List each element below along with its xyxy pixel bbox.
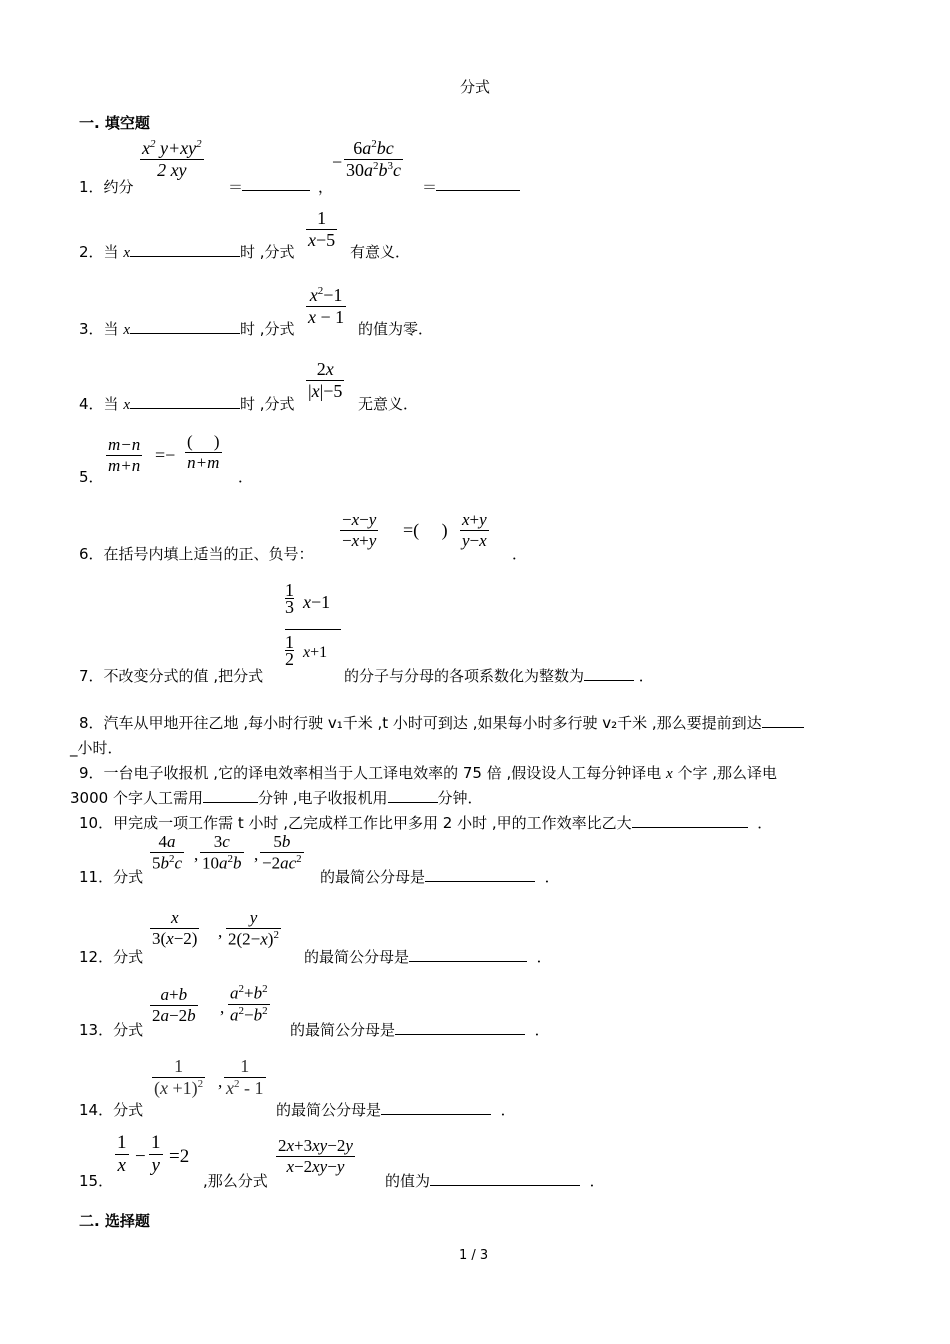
answer-blank-q9-a[interactable] bbox=[203, 788, 258, 803]
question-8 bbox=[79, 712, 804, 733]
question-text: ,那么分式 bbox=[203, 1172, 268, 1190]
period: ． bbox=[534, 1021, 550, 1039]
question-13 bbox=[79, 1019, 143, 1040]
answer-blank-q8[interactable] bbox=[762, 713, 804, 728]
period: ． bbox=[544, 868, 560, 886]
period: ． bbox=[589, 1172, 605, 1190]
answer-blank-q1-a[interactable] bbox=[242, 176, 310, 191]
answer-blank-q12[interactable] bbox=[409, 947, 527, 962]
variable: x bbox=[123, 397, 130, 413]
fraction-q14-a: $\frac{1}{(x +1)^2}$ bbox=[154, 1056, 204, 1098]
question-number: 12． bbox=[79, 948, 114, 966]
equals-minus: =− bbox=[155, 445, 176, 465]
question-9 bbox=[79, 762, 777, 783]
question-text: 的最简公分母是 bbox=[290, 1021, 396, 1039]
question-text: 的最简公分母是 bbox=[276, 1101, 382, 1119]
question-number: 11． bbox=[79, 868, 114, 886]
fraction-q15-target: $\frac{2x+3xy-2y}{x-2xy-y}$ bbox=[278, 1136, 353, 1176]
question-8-continuation: _小时． bbox=[70, 739, 123, 757]
section-heading-fill-blank: 一. 填空题 bbox=[79, 114, 150, 132]
answer-blank-q7[interactable] bbox=[584, 666, 634, 681]
equals-sign: ＝ bbox=[422, 178, 438, 196]
answer-blank-q15[interactable] bbox=[430, 1171, 580, 1186]
fraction-q6-left: $\frac{-x-y}{-x+y}$ bbox=[342, 510, 377, 550]
equals-two: =2 bbox=[169, 1146, 190, 1167]
fraction-q1-b: $\frac{6a^2bc}{30a^2b^3c}$ bbox=[346, 138, 401, 180]
question-number-5: 5． bbox=[79, 468, 104, 486]
question-text: 当 bbox=[103, 243, 124, 261]
question-number: 2． bbox=[79, 243, 104, 261]
period: ． bbox=[536, 948, 552, 966]
fraction-q13-b: $\frac{a^2+b^2}{a^2-b^2}$ bbox=[230, 983, 268, 1025]
question-text: 分钟 ,电子收报机用 bbox=[257, 789, 388, 807]
answer-blank-q4[interactable] bbox=[130, 394, 240, 409]
question-text: 时 ,分式 bbox=[240, 320, 295, 338]
fraction-q2: $\frac{1}{x-5}$ bbox=[308, 208, 336, 250]
question-text: 3000 个字人工需用 bbox=[70, 789, 203, 807]
question-number: 6． bbox=[79, 545, 104, 563]
question-text: 无意义． bbox=[358, 395, 419, 413]
comma: , bbox=[194, 845, 199, 864]
fraction-q6-right: $\frac{x+y}{y-x}$ bbox=[462, 510, 487, 550]
question-14 bbox=[79, 1099, 143, 1120]
question-text: 个字 ,那么译电 bbox=[672, 764, 777, 782]
variable: x bbox=[666, 766, 673, 782]
answer-blank-q9-b[interactable] bbox=[388, 788, 438, 803]
answer-blank-q13[interactable] bbox=[395, 1020, 525, 1035]
answer-blank-q1-b[interactable] bbox=[436, 176, 520, 191]
question-text: 时 ,分式 bbox=[240, 395, 295, 413]
question-number: 3． bbox=[79, 320, 104, 338]
question-text: 不改变分式的值 ,把分式 bbox=[103, 667, 264, 685]
question-number: 7． bbox=[79, 667, 104, 685]
question-9-continuation bbox=[70, 787, 483, 808]
question-14-continuation bbox=[276, 1099, 516, 1120]
variable: x bbox=[123, 245, 130, 261]
equals-paren: =( ) bbox=[403, 520, 448, 540]
question-text: 8．汽车从甲地开往乙地 ,每小时行驶 v₁千米 ,t 小时可到达 ,如果每小时多行驶 v₂千米 ,那么要提前到达 bbox=[79, 714, 762, 732]
question-2 bbox=[79, 241, 295, 262]
question-text: 当 bbox=[103, 395, 124, 413]
fraction-q5-right: ( ) n+m bbox=[187, 432, 220, 472]
answer-blank-q14[interactable] bbox=[381, 1100, 491, 1115]
period: ． bbox=[238, 468, 254, 486]
answer-blank-q3[interactable] bbox=[130, 319, 240, 334]
question-text: 的最简公分母是 bbox=[304, 948, 410, 966]
comma: , bbox=[218, 1072, 223, 1091]
fraction-q5-left: $\frac{m-n}{m+n}$ bbox=[108, 435, 141, 475]
question-11 bbox=[79, 866, 143, 887]
fraction-q12-b: $\frac{y}{2(2-x)^2}$ bbox=[228, 908, 279, 949]
fraction-q14-b: $\frac{1}{x^2 - 1}$ bbox=[226, 1056, 264, 1098]
question-text: 的值为零． bbox=[358, 320, 434, 338]
comma: , bbox=[254, 845, 259, 864]
question-number: 4． bbox=[79, 395, 104, 413]
question-text: 分式 bbox=[113, 948, 144, 966]
question-text: 分钟． bbox=[437, 789, 483, 807]
question-number: 1． bbox=[79, 178, 104, 196]
question-7-continuation bbox=[344, 665, 654, 686]
question-15-continuation bbox=[385, 1170, 605, 1191]
question-3 bbox=[79, 318, 295, 339]
question-12 bbox=[79, 946, 143, 967]
fraction-q15-1x: $\frac{1}{x}$ bbox=[117, 1132, 127, 1176]
question-text: 分式 bbox=[113, 1101, 144, 1119]
fraction-q1-a: $\frac{x^2 y+xy^2}{2 xy}$ bbox=[142, 138, 202, 180]
question-11-continuation bbox=[320, 866, 560, 887]
answer-blank-q11[interactable] bbox=[425, 867, 535, 882]
fraction-q11-c: $\frac{5b}{-2ac^2}$ bbox=[262, 832, 302, 873]
answer-blank-q2[interactable] bbox=[130, 242, 240, 257]
fraction-q11-a: $\frac{4a}{5b^2c}$ bbox=[152, 832, 183, 873]
question-text: 有意义． bbox=[350, 243, 411, 261]
question-text: 10．甲完成一项工作需 t 小时 ,乙完成样工作比甲多用 2 小时 ,甲的工作效率比乙大 bbox=[79, 814, 632, 832]
equals-sign: ＝ bbox=[228, 178, 244, 196]
question-7 bbox=[79, 665, 263, 686]
period: ． bbox=[757, 814, 773, 832]
question-4 bbox=[79, 393, 295, 414]
question-text: 约分 bbox=[103, 178, 134, 196]
fraction-q11-b: $\frac{3c}{10a^2b}$ bbox=[202, 832, 242, 873]
question-text: 的值为 bbox=[385, 1172, 431, 1190]
question-6 bbox=[79, 543, 314, 564]
question-number: 14． bbox=[79, 1101, 114, 1119]
fraction-q3: $\frac{x^2-1}{x - 1}$ bbox=[308, 285, 345, 327]
question-1 bbox=[79, 176, 134, 197]
question-text: 在括号内填上适当的正、负号： bbox=[103, 545, 314, 563]
comma: , bbox=[218, 922, 223, 941]
section-heading-multiple-choice: 二. 选择题 bbox=[79, 1212, 150, 1230]
question-text: 当 bbox=[103, 320, 124, 338]
question-text: 9．一台电子收报机 ,它的译电效率相当于人工译电效率的 75 倍 ,假设设人工每分钟译电 bbox=[79, 764, 667, 782]
question-number: 13． bbox=[79, 1021, 114, 1039]
period: ． bbox=[638, 667, 654, 685]
answer-blank-q10[interactable] bbox=[632, 813, 748, 828]
page-number: 1 / 3 bbox=[459, 1248, 489, 1263]
fraction-q13-a: $\frac{a+b}{2a-2b}$ bbox=[152, 985, 196, 1025]
comma: , bbox=[220, 998, 225, 1017]
minus-sign: − bbox=[135, 1146, 146, 1167]
question-10 bbox=[79, 812, 772, 833]
fraction-q12-a: $\frac{x}{3(x-2)}$ bbox=[152, 908, 198, 948]
question-13-continuation bbox=[290, 1019, 550, 1040]
question-text: 的分子与分母的各项系数化为整数为 bbox=[344, 667, 585, 685]
variable: x bbox=[123, 322, 130, 338]
period: ． bbox=[512, 545, 528, 563]
fraction-q4: $\frac{2x}{|x|-5}$ bbox=[308, 359, 343, 401]
period: ． bbox=[500, 1101, 516, 1119]
question-text: 的最简公分母是 bbox=[320, 868, 426, 886]
question-text: 分式 bbox=[113, 868, 144, 886]
question-number-15: 15． bbox=[79, 1172, 114, 1190]
question-text: 分式 bbox=[113, 1021, 144, 1039]
question-12-continuation bbox=[304, 946, 552, 967]
minus-sign: − bbox=[332, 152, 343, 172]
page-title: 分式 bbox=[460, 78, 491, 96]
question-text: 时 ,分式 bbox=[240, 243, 295, 261]
comma: ， bbox=[318, 178, 334, 196]
fraction-q15-1y: $\frac{1}{y}$ bbox=[151, 1132, 161, 1176]
